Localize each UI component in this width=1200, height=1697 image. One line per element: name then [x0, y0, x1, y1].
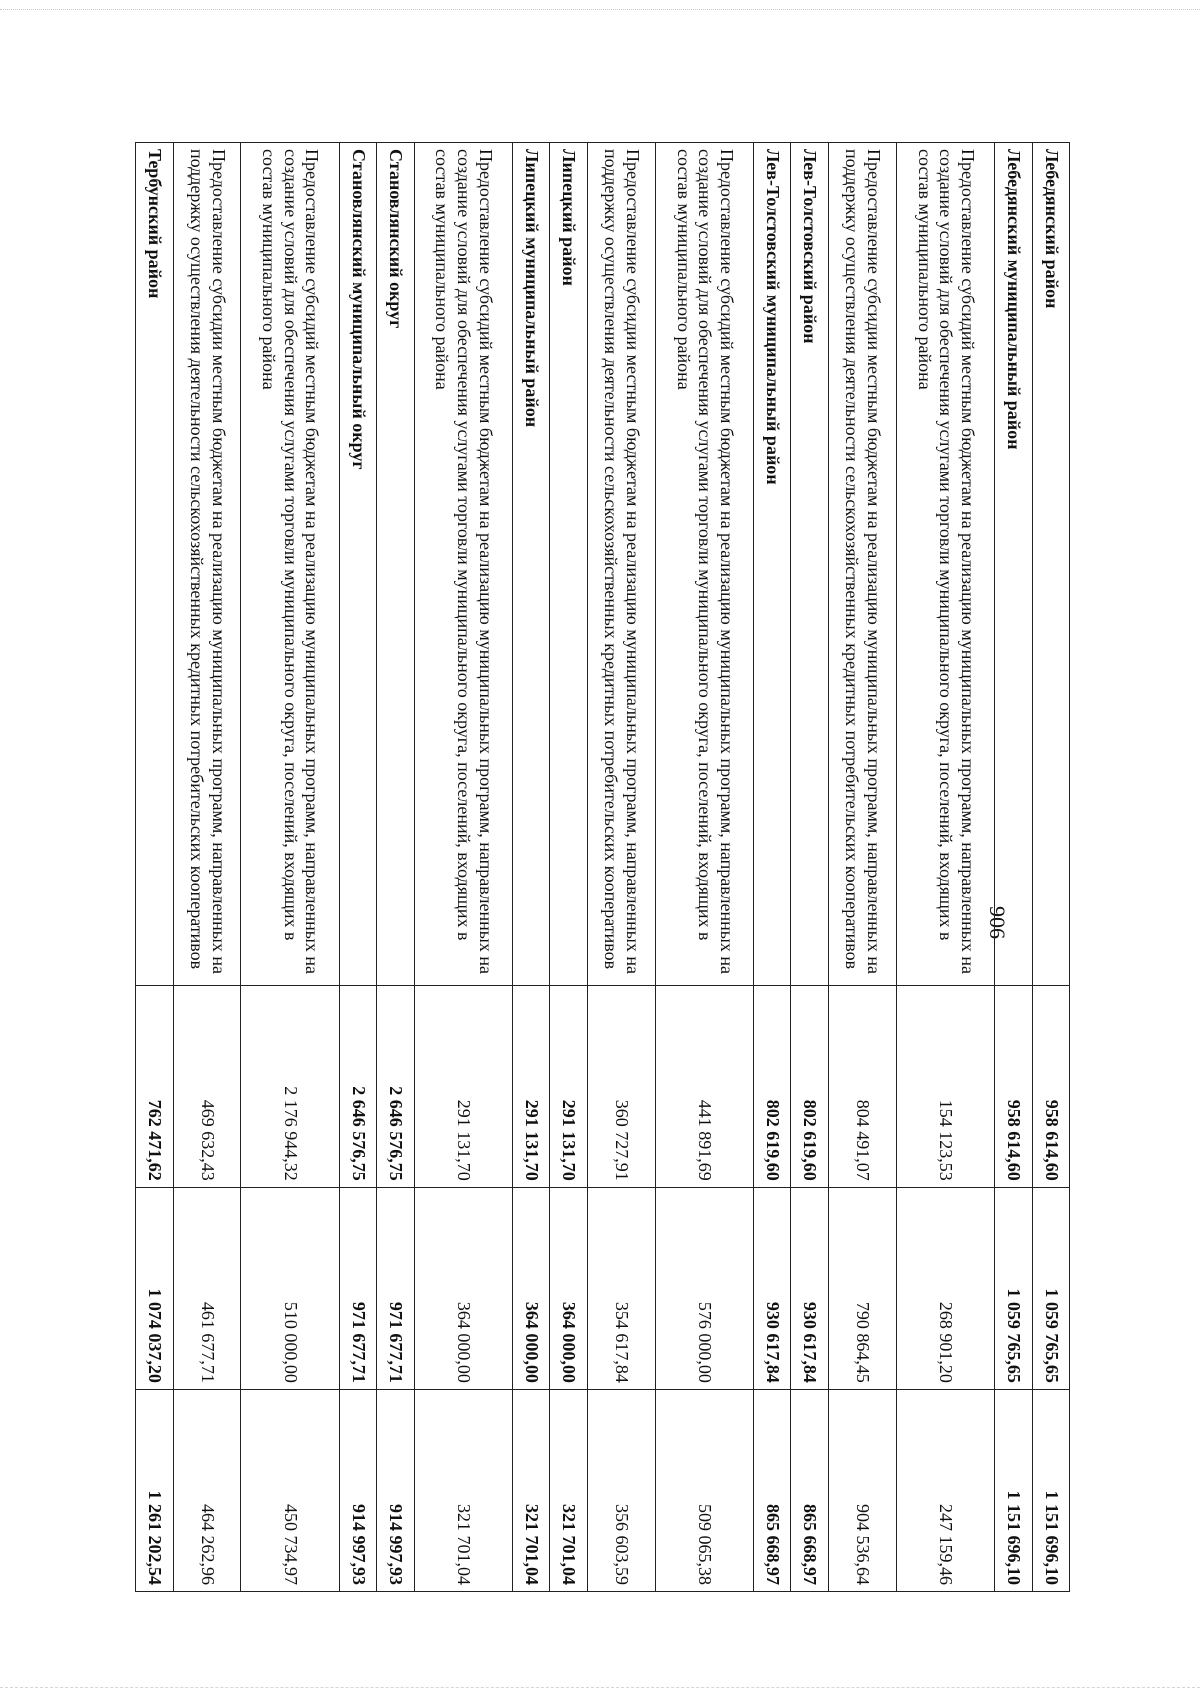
row-name-cell: Предоставление субсидии местным бюджетам на реализацию муниципальных программ, направленных на поддержку осуществления деятельности сельскохозяйственных кредитных потребительских кооперативов [587, 143, 655, 986]
row-value-2024-cell: 762 471,62 [136, 985, 174, 1187]
table-row [896, 143, 994, 1592]
row-value-2024-cell: 360 727,91 [587, 985, 655, 1187]
row-name-cell: Липецкий муниципальный район [512, 143, 549, 986]
row-value-2024-cell: 2 176 944,32 [241, 985, 339, 1187]
row-name-cell: Лев-Толстовский район [791, 143, 828, 986]
scan-top-rule [0, 9, 1200, 10]
row-value-2024-cell: 469 632,43 [173, 985, 241, 1187]
row-value-2025-cell: 930 617,84 [791, 1187, 828, 1389]
row-name-cell: Предоставление субсидии местным бюджетам на реализацию муниципальных программ, направленных на поддержку осуществления деятельности сельскохозяйственных кредитных потребительских кооперативов [173, 143, 241, 986]
table-row [377, 143, 414, 1592]
scan-bottom-marks [0, 1687, 1200, 1692]
table-row [995, 143, 1032, 1592]
row-value-2026-cell: 1 151 696,10 [1032, 1389, 1069, 1591]
row-name-cell: Лебедянский муниципальный район [995, 143, 1032, 986]
row-value-2026-cell: 321 701,04 [550, 1389, 587, 1591]
row-value-2024-cell: 804 491,07 [828, 985, 896, 1187]
row-value-2026-cell: 865 668,97 [754, 1389, 791, 1591]
table-row [136, 143, 174, 1592]
rotated-table-wrapper [135, 142, 1070, 1592]
row-value-2025-cell: 364 000,00 [414, 1187, 512, 1389]
row-value-2024-cell: 802 619,60 [754, 985, 791, 1187]
table-row [655, 143, 753, 1592]
row-value-2026-cell: 1 261 202,54 [136, 1389, 174, 1591]
row-value-2026-cell: 321 701,04 [512, 1389, 549, 1591]
row-value-2024-cell: 291 131,70 [512, 985, 549, 1187]
row-name-cell: Становлянский муниципальный округ [339, 143, 376, 986]
table-row [754, 143, 791, 1592]
page-number: 906 [985, 906, 1010, 939]
row-value-2024-cell: 291 131,70 [550, 985, 587, 1187]
row-value-2024-cell: 291 131,70 [414, 985, 512, 1187]
budget-table [135, 142, 1070, 1592]
row-name-cell: Лебедянский район [1032, 143, 1069, 986]
row-value-2024-cell: 958 614,60 [1032, 985, 1069, 1187]
table-row [241, 143, 339, 1592]
row-name-cell: Лев-Толстовский муниципальный район [754, 143, 791, 986]
table-row [587, 143, 655, 1592]
row-value-2026-cell: 914 997,93 [377, 1389, 414, 1591]
row-value-2025-cell: 971 677,71 [377, 1187, 414, 1389]
row-value-2026-cell: 914 997,93 [339, 1389, 376, 1591]
row-value-2025-cell: 971 677,71 [339, 1187, 376, 1389]
row-value-2025-cell: 1 074 037,20 [136, 1187, 174, 1389]
row-value-2026-cell: 865 668,97 [791, 1389, 828, 1591]
row-value-2024-cell: 958 614,60 [995, 985, 1032, 1187]
row-value-2025-cell: 576 000,00 [655, 1187, 753, 1389]
table-row [550, 143, 587, 1592]
row-name-cell: Становлянский округ [377, 143, 414, 986]
row-value-2025-cell: 1 059 765,65 [995, 1187, 1032, 1389]
row-name-cell: Предоставление субсидий местным бюджетам на реализацию муниципальных программ, направленных на создание условий для обеспечения услугами торговли муниципального округа, поселений, входящих в состав муниципального района [896, 143, 994, 986]
row-value-2025-cell: 364 000,00 [550, 1187, 587, 1389]
row-value-2025-cell: 461 677,71 [173, 1187, 241, 1389]
row-value-2024-cell: 154 123,53 [896, 985, 994, 1187]
row-value-2026-cell: 904 536,64 [828, 1389, 896, 1591]
row-name-cell: Тербунский район [136, 143, 174, 986]
table-row [173, 143, 241, 1592]
row-value-2026-cell: 1 151 696,10 [995, 1389, 1032, 1591]
table-row [512, 143, 549, 1592]
row-value-2025-cell: 510 000,00 [241, 1187, 339, 1389]
row-value-2026-cell: 450 734,97 [241, 1389, 339, 1591]
row-value-2026-cell: 247 159,46 [896, 1389, 994, 1591]
row-value-2025-cell: 268 901,20 [896, 1187, 994, 1389]
row-value-2024-cell: 2 646 576,75 [339, 985, 376, 1187]
table-row [828, 143, 896, 1592]
row-value-2025-cell: 354 617,84 [587, 1187, 655, 1389]
table-row [791, 143, 828, 1592]
row-name-cell: Липецкий район [550, 143, 587, 986]
row-value-2024-cell: 441 891,69 [655, 985, 753, 1187]
budget-table-body [136, 143, 1070, 1592]
row-value-2026-cell: 321 701,04 [414, 1389, 512, 1591]
table-row [1032, 143, 1069, 1592]
row-value-2024-cell: 2 646 576,75 [377, 985, 414, 1187]
row-name-cell: Предоставление субсидий местным бюджетам на реализацию муниципальных программ, направленных на создание условий для обеспечения услугами торговли муниципального округа, поселений, входящих в состав муниципального района [241, 143, 339, 986]
row-name-cell: Предоставление субсидий местным бюджетам на реализацию муниципальных программ, направленных на создание условий для обеспечения услугами торговли муниципального округа, поселений, входящих в состав муниципального района [655, 143, 753, 986]
row-value-2025-cell: 364 000,00 [512, 1187, 549, 1389]
table-row [414, 143, 512, 1592]
row-value-2026-cell: 464 262,96 [173, 1389, 241, 1591]
row-value-2026-cell: 356 603,59 [587, 1389, 655, 1591]
row-value-2025-cell: 1 059 765,65 [1032, 1187, 1069, 1389]
table-row [339, 143, 376, 1592]
row-name-cell: Предоставление субсидии местным бюджетам на реализацию муниципальных программ, направленных на поддержку осуществления деятельности сельскохозяйственных кредитных потребительских кооперативов [828, 143, 896, 986]
row-name-cell: Предоставление субсидий местным бюджетам на реализацию муниципальных программ, направленных на создание условий для обеспечения услугами торговли муниципального округа, поселений, входящих в состав муниципального района [414, 143, 512, 986]
row-value-2024-cell: 802 619,60 [791, 985, 828, 1187]
row-value-2026-cell: 509 065,38 [655, 1389, 753, 1591]
row-value-2025-cell: 930 617,84 [754, 1187, 791, 1389]
row-value-2025-cell: 790 864,45 [828, 1187, 896, 1389]
